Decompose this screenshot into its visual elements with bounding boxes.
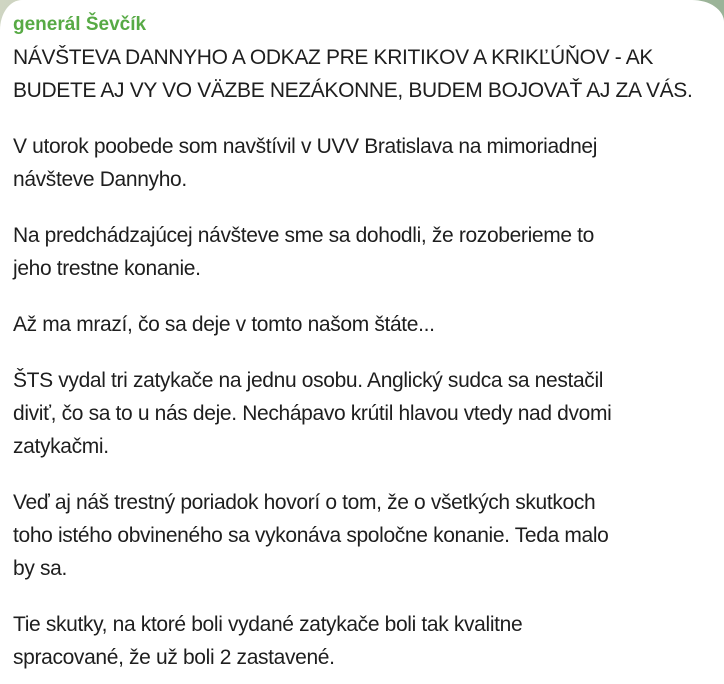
message-paragraph: Na predchádzajúcej návšteve sme sa dohodli, že rozoberieme to jeho trestne konanie. — [13, 224, 594, 280]
message-paragraph: V utorok poobede som navštívil v UVV Bratislava na mimoriadnej návšteve Dannyho. — [13, 135, 598, 191]
message-paragraph: Až ma mrazí, čo sa deje v tomto našom štáte... — [13, 313, 435, 336]
message-paragraph: Veď aj náš trestný poriadok hovorí o tom, že o všetkých skutkoch toho istého obvineného sa vykonáva spoločne konanie. Teda malo by sa. — [13, 491, 609, 580]
message-paragraph: Tie skutky, na ktoré boli vydané zatykače boli tak kvalitne spracované, že už boli 2 zastavené. — [13, 613, 523, 669]
channel-author-name[interactable]: generál Ševčík — [13, 14, 147, 35]
message-paragraph: ŠTS vydal tri zatykače na jednu osobu. Anglický sudca sa nestačil diviť, čo sa to u nás deje. Nechápavo krútil hlavou vtedy nad dvomi zatykačmi. — [13, 369, 612, 458]
message-text — [13, 41, 710, 674]
message-paragraph: NÁVŠTEVA DANNYHO A ODKAZ PRE KRITIKOV A KRIKĽÚŇOV - AK BUDETE AJ VY VO VÄZBE NEZÁKONNE, BUDEM BOJOVAŤ AJ ZA VÁS. — [13, 46, 693, 102]
